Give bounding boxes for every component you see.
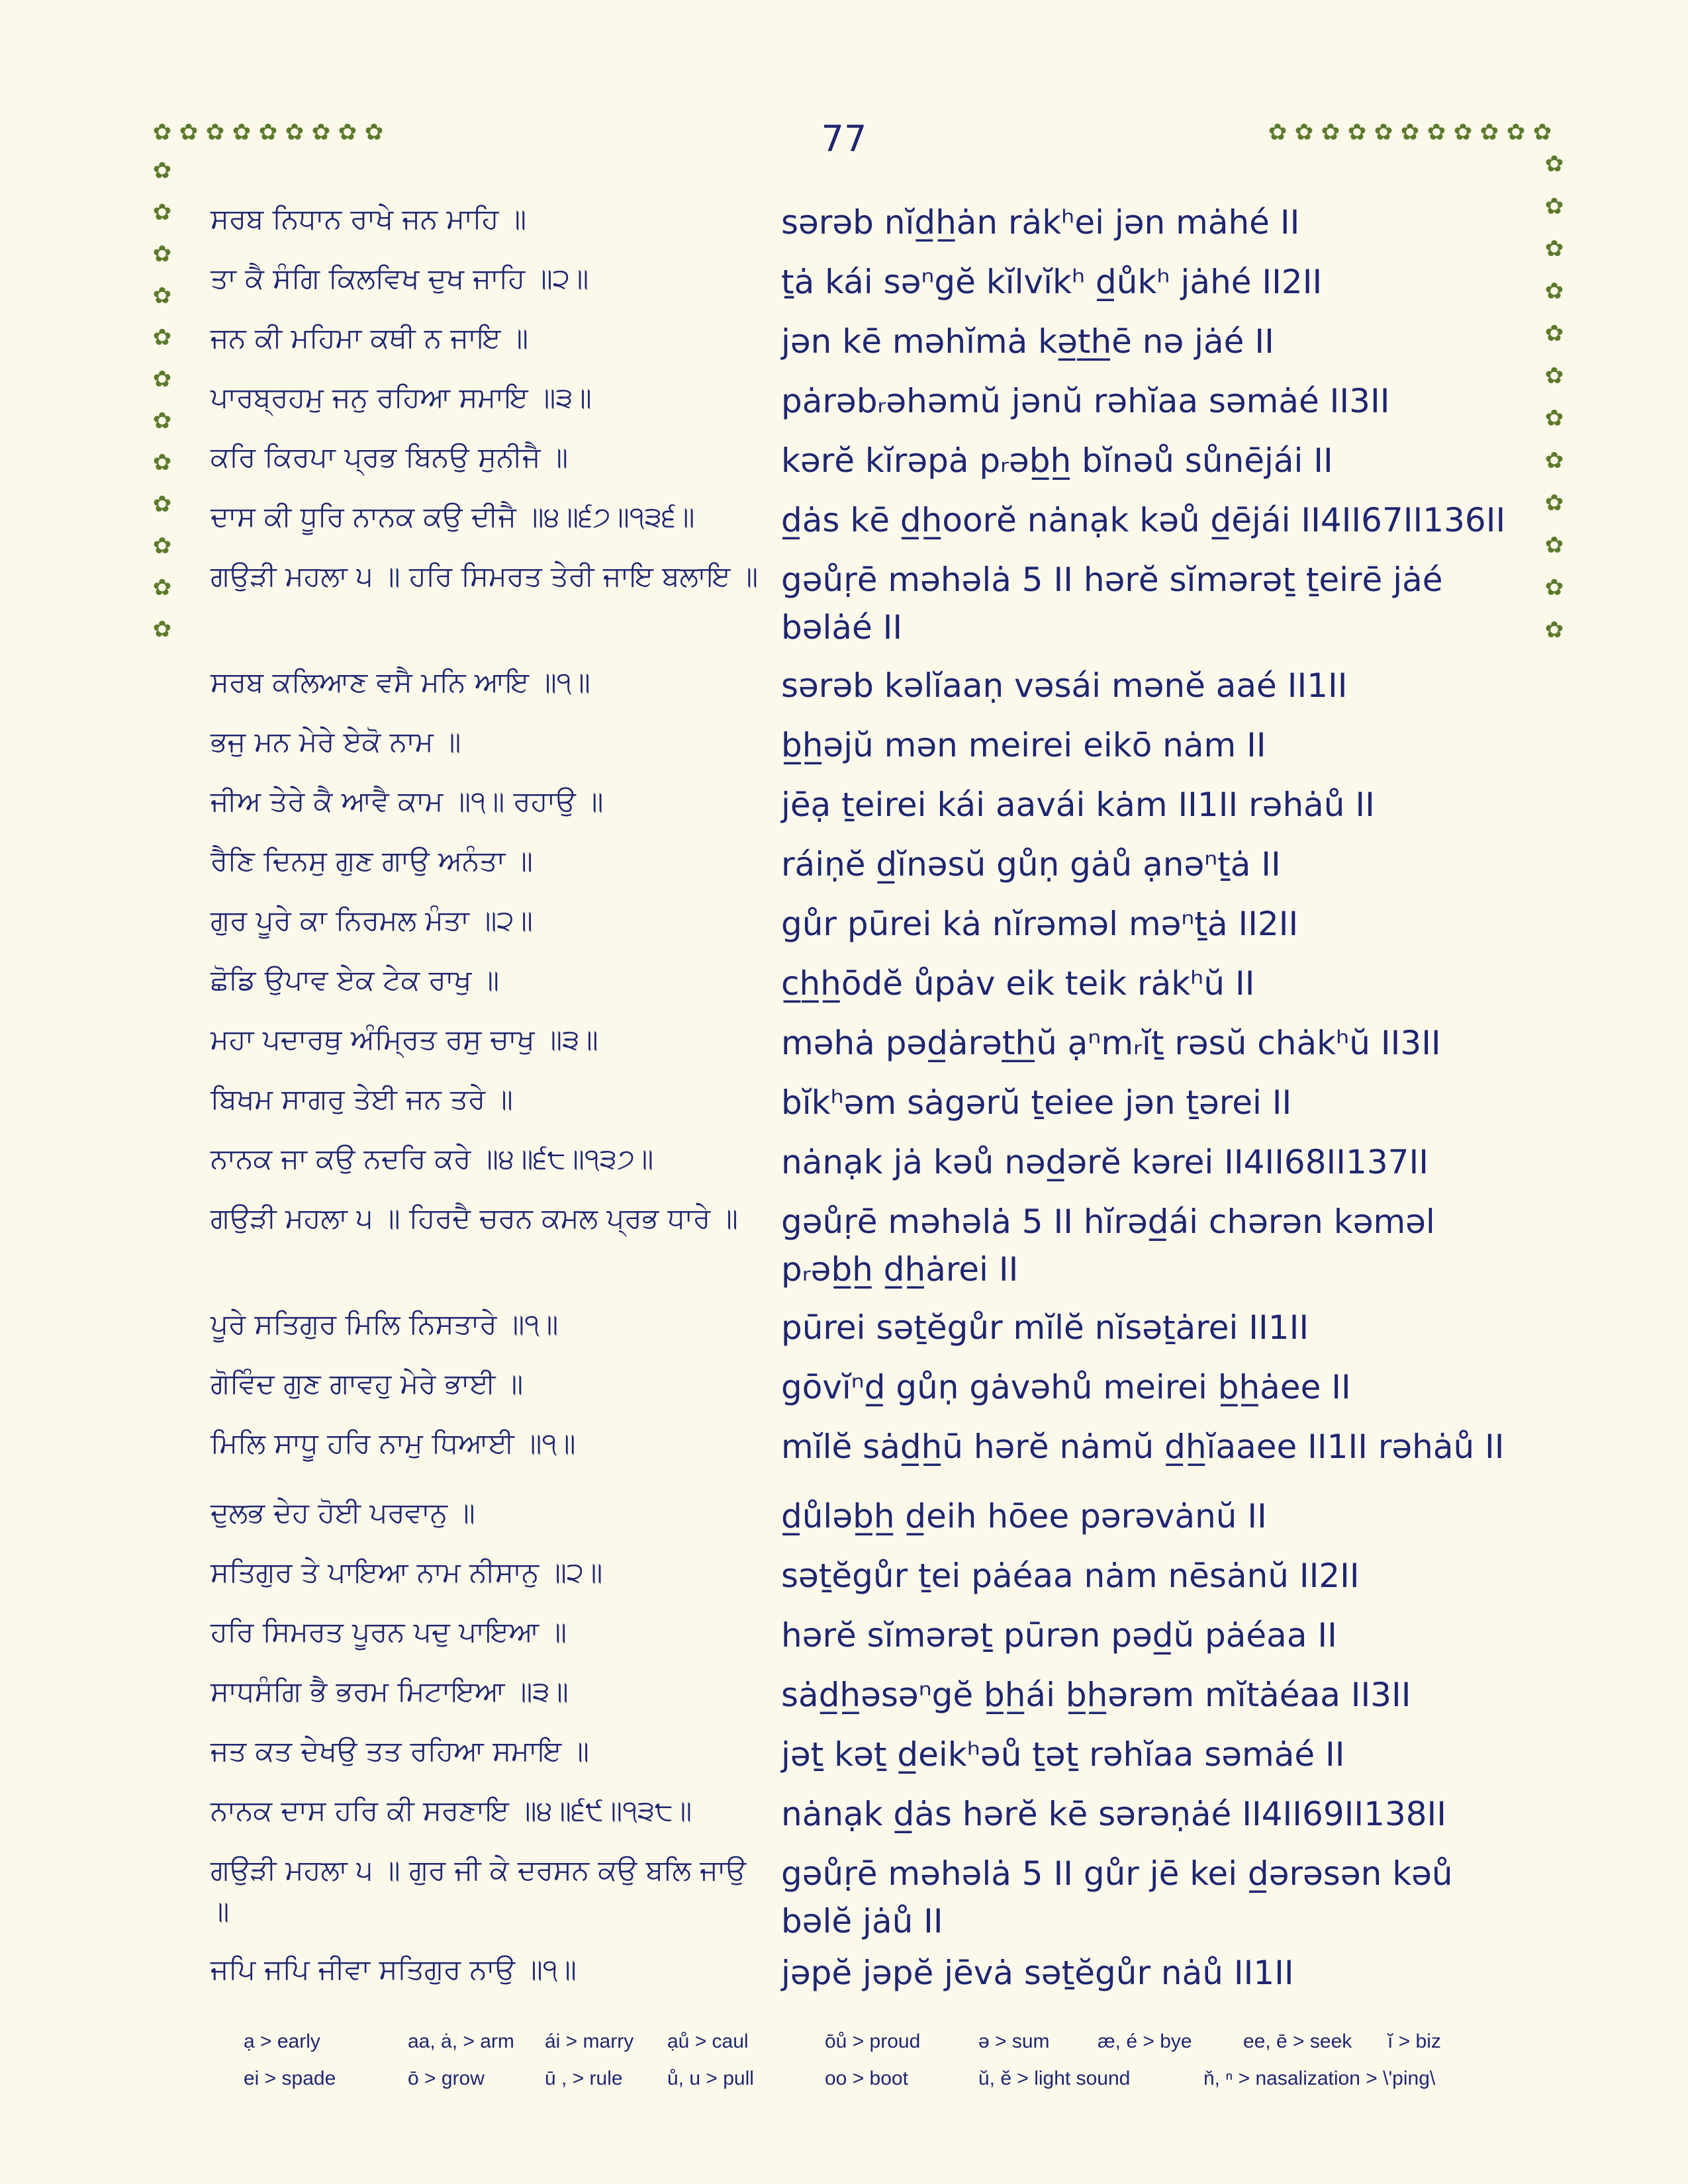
- flower-ornament-icon: ✿: [1268, 119, 1288, 146]
- flower-ornament-icon: ✿: [152, 449, 172, 476]
- flower-ornament-icon: ✿: [364, 119, 384, 146]
- gurmukhi-text: ਹਰਿ ਸਿਮਰਤ ਪੂਰਨ ਪਦੁ ਪਾਇਆ ॥: [211, 1615, 567, 1648]
- transliteration-text: pȧrəbᵣəhəmŭ jənŭ rəhĭaa səmȧé II3II: [781, 382, 1390, 420]
- legend-item: ee, ē > seek: [1243, 2030, 1352, 2052]
- flower-ornament-icon: ✿: [1544, 363, 1564, 389]
- gurmukhi-text: ਪਾਰਬ੍ਰਹਮੁ ਜਨੁ ਰਹਿਆ ਸਮਾਇ ॥੩॥: [211, 381, 592, 414]
- flower-ornament-icon: ✿: [1400, 119, 1420, 146]
- flower-ornament-icon: ✿: [152, 324, 172, 351]
- legend-item: aa, ȧ, > arm: [408, 2030, 514, 2052]
- legend-item: oo > boot: [825, 2068, 908, 2089]
- gurmukhi-text: ਗੋਵਿੰਦ ਗੁਣ ਗਾਵਹੁ ਮੇਰੇ ਭਾਈ ॥: [211, 1367, 524, 1400]
- flower-ornament-icon: ✿: [152, 366, 172, 392]
- transliteration-text: jəṯ kəṯ d̲eikʰəů ṯəṯ rəhĭaa səmȧé II: [781, 1735, 1345, 1774]
- flower-ornament-icon: ✿: [285, 119, 305, 146]
- transliteration-text: jən kē məhĭmȧ kə̲t̲h̲ē nə jȧé II: [781, 322, 1274, 361]
- gurmukhi-text: ਗਉੜੀ ਮਹਲਾ ੫ ॥ ਹਿਰਦੈ ਚਰਨ ਕਮਲ ਪ੍ਰਭ ਧਾਰੇ ॥: [211, 1202, 738, 1234]
- legend-item: ạů > caul: [667, 2030, 749, 2052]
- gurmukhi-text: ਨਾਨਕ ਦਾਸ ਹਰਿ ਕੀ ਸਰਣਾਇ ॥੪॥੬੯॥੧੩੮॥: [211, 1794, 692, 1827]
- flower-ornament-icon: ✿: [205, 119, 225, 146]
- flower-ornament-icon: ✿: [152, 119, 172, 146]
- flower-ornament-icon: ✿: [152, 616, 172, 643]
- gurmukhi-text: ਸਤਿਗੁਰ ਤੇ ਪਾਇਆ ਨਾਮ ਨੀਸਾਨੁ ॥੨॥: [211, 1556, 603, 1588]
- legend-item: ō > grow: [408, 2068, 485, 2089]
- flower-ornament-icon: ✿: [311, 119, 331, 146]
- page-number: 77: [821, 118, 867, 159]
- gurmukhi-text: ਗਉੜੀ ਮਹਲਾ ੫ ॥ ਗੁਰ ਜੀ ਕੇ ਦਰਸਨ ਕਉ ਬਲਿ ਜਾਉ ॥: [211, 1854, 747, 1927]
- transliteration-text: gəůṛē məhəlȧ 5 II gůr jē kei d̲ərəsən kəů bəlĕ jȧů II: [781, 1854, 1453, 1940]
- gurmukhi-text: ਜਨ ਕੀ ਮਹਿਮਾ ਕਥੀ ਨ ਜਾਇ ॥: [211, 322, 529, 354]
- flower-ornament-icon: ✿: [1294, 119, 1314, 146]
- gurmukhi-text: ਭਜੁ ਮਨ ਮੇਰੇ ਏਕੋ ਨਾਮ ॥: [211, 725, 461, 758]
- flower-ornament-icon: ✿: [258, 119, 278, 146]
- flower-ornament-icon: ✿: [1374, 119, 1393, 146]
- gurmukhi-text: ਬਿਖਮ ਸਾਗਰੁ ਤੇਈ ਜਨ ਤਰੇ ॥: [211, 1083, 513, 1115]
- gurmukhi-text: ਜਤ ਕਤ ਦੇਖਉ ਤਤ ਰਹਿਆ ਸਮਾਇ ॥: [211, 1735, 589, 1767]
- transliteration-text: gəůṛē məhəlȧ 5 II hərĕ sĭmərəṯ ṯeirē jȧé bəlȧé II: [781, 561, 1443, 647]
- transliteration-text: məhȧ pəd̲ȧrət̲h̲ŭ ạⁿmᵣĭṯ rəsŭ chȧkʰŭ II3II: [781, 1024, 1441, 1062]
- gurmukhi-text: ਰੈਣਿ ਦਿਨਸੁ ਗੁਣ ਗਾਉ ਅਨੰਤਾ ॥: [211, 844, 533, 877]
- gurmukhi-text: ਕਰਿ ਕਿਰਪਾ ਪ੍ਰਭ ਬਿਨਉ ਸੁਨੀਜੈ ॥: [211, 441, 569, 473]
- flower-ornament-icon: ✿: [1544, 193, 1564, 220]
- legend-item: ŭ, ĕ > light sound: [978, 2068, 1131, 2089]
- flower-ornament-icon: ✿: [1544, 617, 1564, 643]
- flower-ornament-icon: ✿: [179, 119, 199, 146]
- transliteration-text: mĭlĕ sȧd̲h̲ū hərĕ nȧmŭ d̲h̲ĭaaee II1II rəhȧů II: [781, 1428, 1505, 1466]
- legend-item: ái > marry: [545, 2030, 634, 2052]
- transliteration-text: kərĕ kĭrəpȧ pᵣəb̲h̲ bĭnəů sůnējái II: [781, 441, 1333, 480]
- flower-ornament-icon: ✿: [152, 408, 172, 434]
- transliteration-text: gəůṛē məhəlȧ 5 II hĭrəd̲ái chərən kəməl pᵣəb̲h̲ d̲h̲ȧrei II: [781, 1203, 1435, 1289]
- gurmukhi-text: ਸਾਧਸੰਗਿ ਭੈ ਭਰਮ ਮਿਟਾਇਆ ॥੩॥: [211, 1675, 569, 1707]
- transliteration-text: bĭkʰəm sȧgərŭ ṯeiee jən ṯərei II: [781, 1083, 1292, 1122]
- gurmukhi-text: ਜੀਅ ਤੇਰੇ ਕੈ ਆਵੈ ਕਾਮ ॥੧॥ ਰਹਾਉ ॥: [211, 785, 604, 817]
- flower-ornament-icon: ✿: [152, 491, 172, 518]
- legend-item: ōů > proud: [825, 2030, 921, 2052]
- flower-ornament-icon: ✿: [152, 574, 172, 601]
- gurmukhi-text: ਛੋਡਿ ਉਪਾਵ ਏਕ ਟੇਕ ਰਾਖੁ ॥: [211, 964, 500, 996]
- transliteration-text: pūrei səṯĕgůr mĭlĕ nĭsəṯȧrei II1II: [781, 1308, 1309, 1347]
- flower-ornament-icon: ✿: [1479, 119, 1499, 146]
- transliteration-text: c̲h̲h̲ōdĕ ůpȧv eik teik rȧkʰŭ II: [781, 964, 1255, 1003]
- transliteration-text: sȧd̲h̲əsəⁿgĕ b̲h̲ái b̲h̲ərəm mĭtȧéaa II3II: [781, 1676, 1411, 1714]
- flower-ornament-icon: ✿: [1427, 119, 1446, 146]
- flower-ornament-icon: ✿: [1544, 320, 1564, 347]
- gurmukhi-text: ਜਪਿ ਜਪਿ ਜੀਵਾ ਸਤਿਗੁਰ ਨਾਉ ॥੧॥: [211, 1953, 577, 1985]
- transliteration-text: d̲ůləb̲h̲ d̲eih hōee pərəvȧnŭ II: [781, 1497, 1267, 1535]
- transliteration-text: jəpĕ jəpĕ jēvȧ səṯĕgůr nȧů II1II: [781, 1954, 1294, 1992]
- gurmukhi-text: ਦੁਲਭ ਦੇਹ ਹੋਈ ਪਰਵਾਨੁ ॥: [211, 1496, 475, 1529]
- flower-ornament-icon: ✿: [1453, 119, 1473, 146]
- gurmukhi-text: ਸਰਬ ਨਿਧਾਨ ਰਾਖੇ ਜਨ ਮਾਹਿ ॥: [211, 203, 527, 235]
- flower-ornament-icon: ✿: [338, 119, 357, 146]
- flower-ornament-icon: ✿: [152, 241, 172, 267]
- flower-ornament-icon: ✿: [1532, 119, 1552, 146]
- flower-ornament-icon: ✿: [1544, 236, 1564, 262]
- gurmukhi-text: ਪੂਰੇ ਸਤਿਗੁਰ ਮਿਲਿ ਨਿਸਤਾਰੇ ॥੧॥: [211, 1308, 559, 1340]
- flower-ornament-icon: ✿: [1347, 119, 1367, 146]
- flower-ornament-icon: ✿: [1321, 119, 1340, 146]
- gurmukhi-text: ਨਾਨਕ ਜਾ ਕਉ ਨਦਰਿ ਕਰੇ ॥੪॥੬੮॥੧੩੭॥: [211, 1142, 654, 1175]
- flower-ornament-icon: ✿: [1544, 447, 1564, 474]
- gurmukhi-text: ਗੁਰ ਪੂਰੇ ਕਾ ਨਿਰਮਲ ਮੰਤਾ ॥੨॥: [211, 904, 533, 936]
- gurmukhi-text: ਸਰਬ ਕਲਿਆਣ ਵਸੈ ਮਨਿ ਆਇ ॥੧॥: [211, 666, 590, 698]
- gurmukhi-text: ਮਿਲਿ ਸਾਧੂ ਹਰਿ ਨਾਮੁ ਧਿਆਈ ॥੧॥: [211, 1427, 576, 1459]
- flower-ornament-icon: ✿: [1544, 574, 1564, 601]
- legend-item: ə > sum: [978, 2030, 1050, 2052]
- transliteration-text: b̲h̲əjŭ mən meirei eikō nȧm II: [781, 726, 1266, 764]
- gurmukhi-text: ਗਉੜੀ ਮਹਲਾ ੫ ॥ ਹਰਿ ਸਿਮਰਤ ਤੇਰੀ ਜਾਇ ਬਲਾਇ ॥: [211, 560, 759, 592]
- flower-ornament-icon: ✿: [152, 199, 172, 226]
- gurmukhi-text: ਦਾਸ ਕੀ ਧੂਰਿ ਨਾਨਕ ਕਉ ਦੀਜੈ ॥੪॥੬੭॥੧੩੬॥: [211, 500, 695, 533]
- transliteration-text: nȧnạk jȧ kəů nəd̲ərĕ kərei II4II68II137II: [781, 1143, 1429, 1181]
- flower-ornament-icon: ✿: [1544, 532, 1564, 559]
- flower-ornament-icon: ✿: [1544, 151, 1564, 177]
- legend-item: ů, u > pull: [667, 2068, 754, 2089]
- flower-ornament-icon: ✿: [152, 158, 172, 184]
- transliteration-text: jēạ ṯeirei kái aavái kȧm II1II rəhȧů II: [781, 786, 1375, 824]
- flower-ornament-icon: ✿: [232, 119, 252, 146]
- transliteration-text: səṯĕgůr ṯei pȧéaa nȧm nēsȧnŭ II2II: [781, 1557, 1360, 1595]
- transliteration-text: ráiṇĕ d̲ĭnəsŭ gůṇ gȧů ạnəⁿṯȧ II: [781, 845, 1281, 884]
- legend-item: ei > spade: [244, 2068, 336, 2089]
- flower-ornament-icon: ✿: [1544, 490, 1564, 516]
- transliteration-text: sərəb kəlĭaaṇ vəsái mənĕ aaé II1II: [781, 666, 1348, 705]
- transliteration-text: hərĕ sĭmərəṯ pūrən pəd̲ŭ pȧéaa II: [781, 1616, 1337, 1655]
- legend-item: ū , > rule: [545, 2068, 623, 2089]
- transliteration-text: nȧnạk d̲ȧs hərĕ kē sərəṇȧé II4II69II138II: [781, 1795, 1447, 1833]
- flower-ornament-icon: ✿: [1544, 278, 1564, 304]
- transliteration-text: sərəb nĭd̲h̲ȧn rȧkʰei jən mȧhé II: [781, 203, 1300, 242]
- legend-item: ň, ⁿ > nasalization > \'ping\: [1203, 2068, 1436, 2089]
- flower-ornament-icon: ✿: [152, 283, 172, 309]
- flower-ornament-icon: ✿: [1506, 119, 1526, 146]
- transliteration-text: ṯȧ kái səⁿgĕ kĭlvĭkʰ d̲ůkʰ jȧhé II2II: [781, 263, 1323, 301]
- legend-item: ĭ > biz: [1387, 2030, 1441, 2052]
- legend-item: æ, é > bye: [1098, 2030, 1192, 2052]
- legend-item: ạ > early: [244, 2030, 320, 2052]
- transliteration-text: gōvĭⁿd̲ gůṇ gȧvəhů meirei b̲h̲ȧee II: [781, 1368, 1351, 1406]
- flower-ornament-icon: ✿: [152, 533, 172, 559]
- gurmukhi-text: ਮਹਾ ਪਦਾਰਥੁ ਅੰਮ੍ਰਿਤ ਰਸੁ ਚਾਖੁ ॥੩॥: [211, 1023, 598, 1056]
- flower-ornament-icon: ✿: [1544, 405, 1564, 432]
- gurmukhi-text: ਤਾ ਕੈ ਸੰਗਿ ਕਿਲਵਿਖ ਦੁਖ ਜਾਹਿ ॥੨॥: [211, 262, 589, 295]
- transliteration-text: gůr pūrei kȧ nĭrəməl məⁿṯȧ II2II: [781, 905, 1299, 943]
- transliteration-text: d̲ȧs kē d̲h̲oorĕ nȧnạk kəů d̲ējái II4II67II136II: [781, 501, 1506, 539]
